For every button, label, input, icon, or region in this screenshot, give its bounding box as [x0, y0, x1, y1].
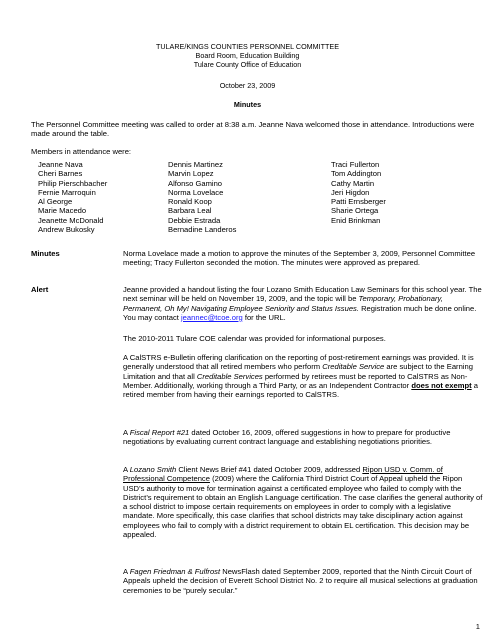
committee-heading: TULARE/KINGS COUNTIES PERSONNEL COMMITTEE [155, 42, 340, 51]
attendance-label: Members in attendance were: [31, 147, 132, 156]
member-name: Bernadine Landeros [168, 225, 237, 235]
member-name: Cheri Barnes [38, 169, 83, 179]
alert-newsflash-paragraph: A Fagen Friedman & Fulfrost NewsFlash dated September 2009, reported that the Ninth Circuit Court of Appeals upheld the decision of Everett School District No. 2 to require all musical selections at graduation ceremonies to be “purely secular.” [123, 567, 478, 595]
member-name: Barbara Leal [168, 206, 212, 216]
member-name: Norma Lovelace [168, 187, 224, 197]
member-name: Cathy Martin [331, 178, 375, 188]
location-line: Board Room, Education Building [195, 51, 300, 60]
member-name: Sharie Ortega [331, 206, 379, 216]
alert-label: Alert [31, 285, 49, 294]
member-name: Dennis Martinez [168, 160, 223, 169]
page-number: 1 [475, 622, 480, 631]
member-name: Jeanette McDonald [38, 215, 104, 225]
member-name: Andrew Bukosky [38, 225, 95, 235]
member-name: Patti Ernsberger [331, 197, 386, 207]
member-name: Alfonso Gamino [168, 178, 223, 188]
alert-seminar-paragraph: Jeanne provided a handout listing the four Lozano Smith Education Law Seminars for this school year. The next seminar will be held on November 19, 2009, and the topic will be Temporary, Probationary, Permanent, Oh My! Navigating Employee Seniority and Status Issues. Registration much be done online. You may contact jeannec@tcoe.org for the URL. [123, 285, 482, 322]
alert-fiscal-report-paragraph: A Fiscal Report #21 dated October 16, 2009, offered suggestions in how to prepare for productive negotiations by evaluating current contract language and establishing negotiations priorities. [123, 428, 451, 447]
member-name: Ronald Koop [168, 197, 212, 207]
member-name: Debbie Estrada [168, 215, 221, 225]
minutes-paragraph: Norma Lovelace made a motion to approve the minutes of the September 3, 2009, Personnel Committee meeting; Tracy Fullerton seconded the motion. The minutes were approved as prepared. [123, 249, 476, 268]
member-name: Jeanne Nava [38, 160, 83, 169]
meeting-date: October 23, 2009 [219, 81, 276, 90]
members-column-2 [168, 160, 236, 234]
member-name: Traci Fullerton [331, 160, 380, 169]
intro-paragraph: The Personnel Committee meeting was called to order at 8:38 a.m. Jeanne Nava welcomed those in attendance. Introductions were made around the table. [31, 120, 475, 139]
member-name: Philip Pierschbacher [38, 178, 108, 188]
member-name: Marvin Lopez [168, 169, 214, 179]
member-name: Enid Brinkman [331, 215, 381, 225]
member-name: Tom Addington [331, 169, 382, 179]
alert-calstrs-paragraph: A CalSTRS e-Bulletin offering clarification on the reporting of post-retirement earnings was provided. It is generally understood that all retired members who perform Creditable Service are subject to the Earning Limitation and that all Creditable Services performed by retirees must be reported to CalSTRS as Non-Member. Additionally, working through a Third Party, or as an Independent Contractor does not exempt a retired member from having their earnings reported to CalSTRS. [123, 353, 478, 400]
members-column-1 [38, 160, 107, 234]
minutes-label: Minutes [31, 249, 60, 258]
member-name: Marie Macedo [38, 206, 87, 216]
email-link[interactable]: jeannec@tcoe.org [180, 312, 243, 322]
member-name: Al George [38, 197, 73, 207]
alert-calendar-paragraph: The 2010-2011 Tulare COE calendar was provided for informational purposes. [123, 334, 386, 343]
alert-lozano-smith-paragraph: A Lozano Smith Client News Brief #41 dated October 2009, addressed Ripon USD v. Comm. of Professional Competence (2009) where the California Third District Court of Appeal upheld the Ripon USD’s authority to move for termination against a certificated employee who failed to comply with the District’s requirement to obtain an English Language certification. The case clarifies the general authority of a school district to impose certain requirements on employees in order to comply with a legislative mandate. More specifically, this case clarifies that school districts may take disciplinary action against employees who fail to comply with a district requirement to obtain EL certification. This decision may be appealed. [123, 465, 483, 540]
document-title: Minutes [233, 100, 262, 109]
member-name: Jeri Higdon [331, 187, 370, 197]
member-name: Fernie Marroquin [38, 187, 96, 197]
office-line: Tulare County Office of Education [193, 60, 302, 69]
members-column-3 [331, 160, 386, 225]
